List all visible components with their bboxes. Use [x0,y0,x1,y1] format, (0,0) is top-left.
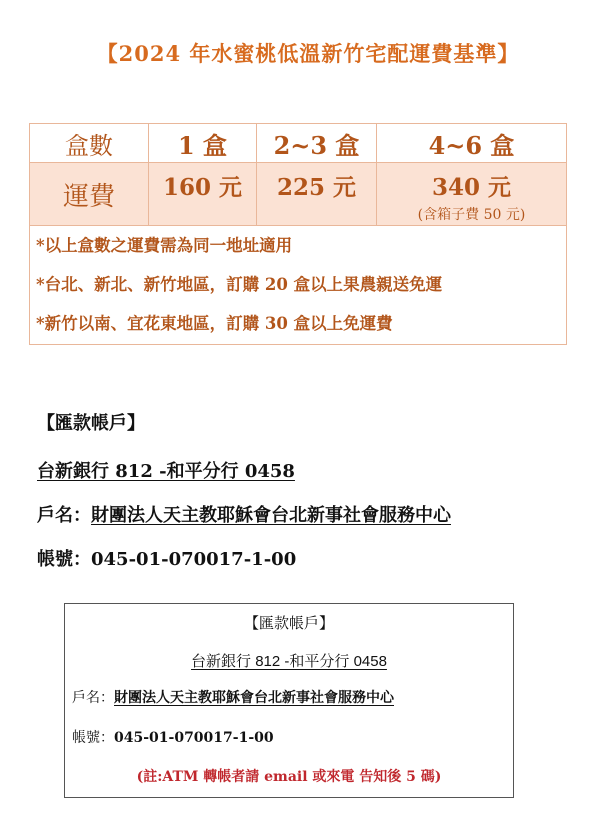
box-bank: 台新銀行 812 -和平分行 0458 [191,653,387,670]
page-title: 【2024 年水蜜桃低溫新竹宅配運費基準】 [96,41,520,66]
box-number-line [72,727,274,747]
account-number-line [37,545,296,571]
account-name-label: 戶名： [37,505,91,526]
header-box-count: 盒數 [30,124,149,163]
fee-2-3-box [257,163,377,226]
box-number-label: 帳號： [72,730,114,746]
fee-row [30,163,567,226]
note-north-free: *台北、新北、新竹地區，訂購 20 盒以上果農親送免運 [36,275,443,294]
note-south-free: *新竹以南、宜花東地區，訂購 30 盒以上免運費 [36,314,393,333]
account-name: 財團法人天主教耶穌會台北新事社會服務中心 [91,505,451,526]
account-number: 045-01-070017-1-00 [91,549,297,570]
table-header-row [30,124,567,163]
header-2-3-box: 2~3 盒 [257,124,377,163]
note-same-address: *以上盒數之運費需為同一地址適用 [36,236,293,255]
account-number-label: 帳號： [37,549,91,570]
fee-label: 運費 [30,163,149,226]
header-4-6-box: 4~6 盒 [377,124,567,163]
account-heading: 【匯款帳戶】 [37,413,145,434]
box-name: 財團法人天主教耶穌會台北新事社會服務中心 [114,690,394,706]
account-info-box [64,603,514,798]
account-bank: 台新銀行 812 -和平分行 0458 [37,461,295,482]
fee-4-6-box [377,163,567,226]
price-4-6-box: 340 元 [431,174,512,201]
box-name-label: 戶名： [72,690,114,706]
price-note: (含箱子費 50 元) [417,207,526,223]
box-heading: 【匯款帳戶】 [243,614,334,632]
fee-1-box [149,163,257,226]
header-1-box: 1 盒 [149,124,257,163]
price-1-box: 160 元 [162,174,243,201]
shipping-rate-table [29,123,567,345]
notes-row [30,226,567,345]
box-atm-note: (註:ATM 轉帳者請 email 或來電 告知後 5 碼) [136,769,442,785]
box-name-line [72,687,394,707]
box-number: 045-01-070017-1-00 [114,730,274,746]
account-name-line [37,501,451,527]
notes-cell [30,226,567,345]
price-2-3-box: 225 元 [276,174,357,201]
